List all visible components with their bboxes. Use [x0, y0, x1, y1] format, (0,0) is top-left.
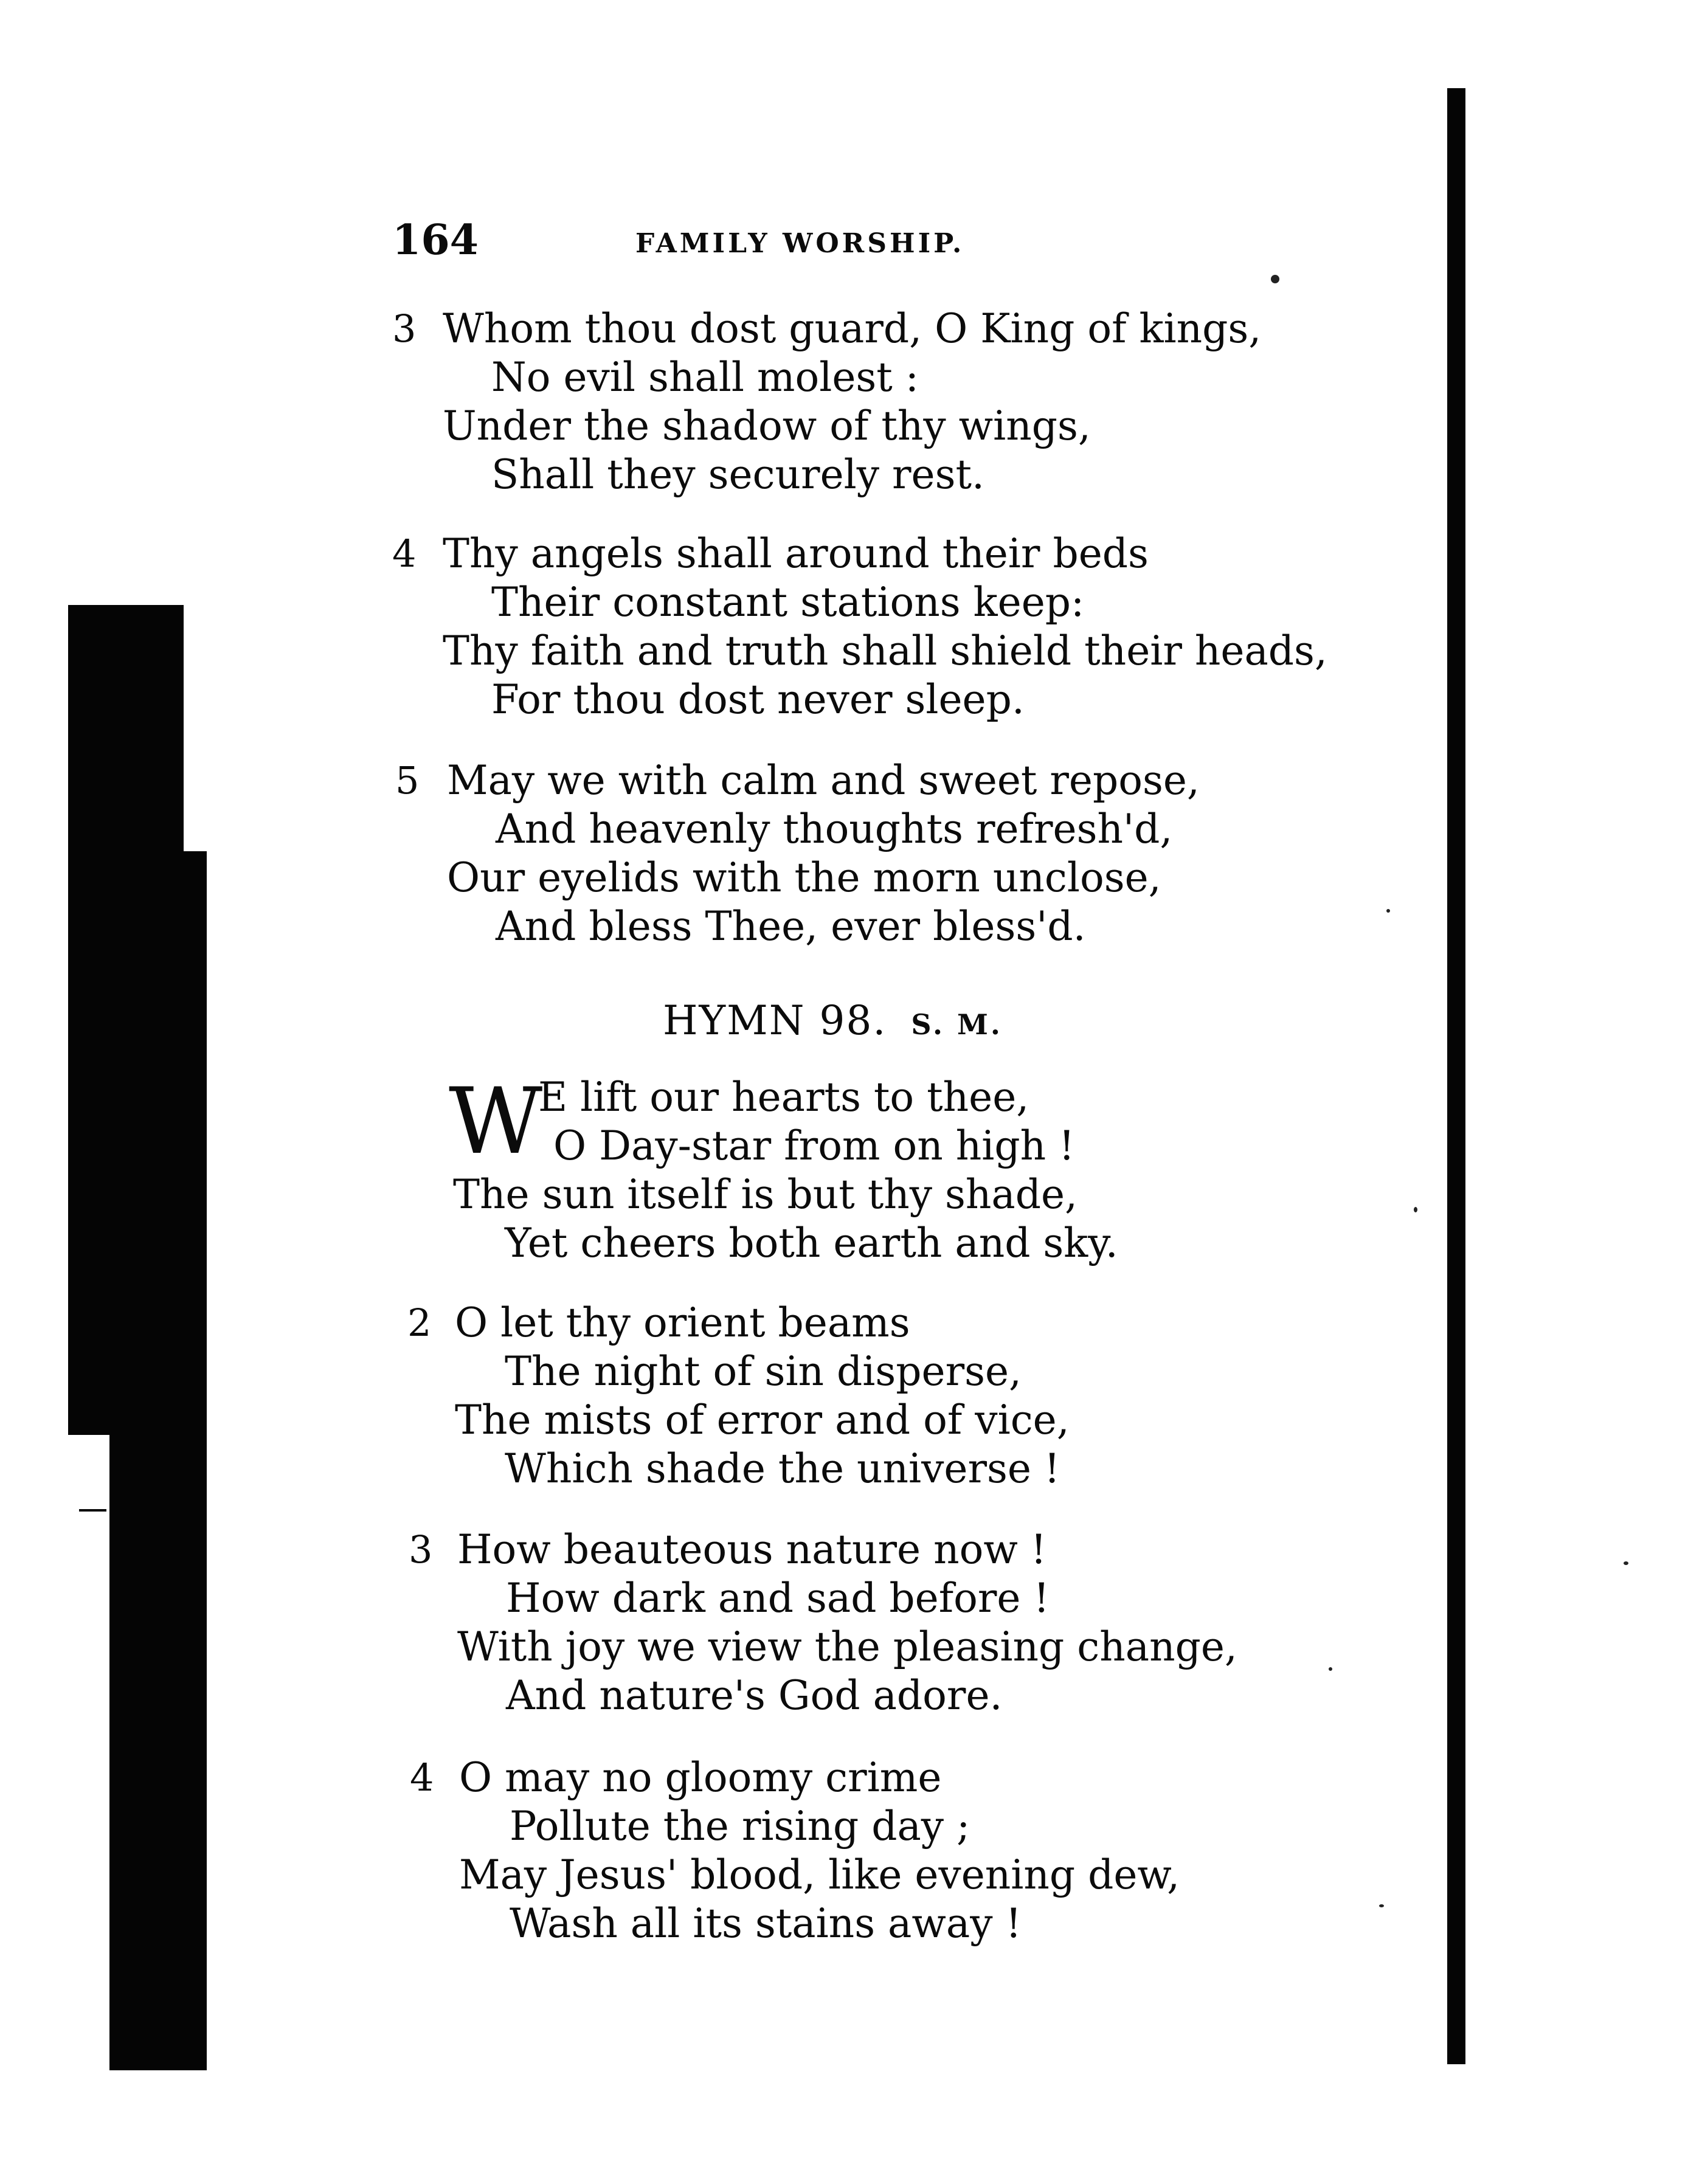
- running-title: FAMILY WORSHIP.: [635, 228, 965, 259]
- verse-line: Which shade the universe !: [505, 1445, 1060, 1492]
- left-scan-bar-lower: [109, 851, 207, 2070]
- verse-line: Wash all its stains away !: [510, 1900, 1022, 1947]
- verse-line: The sun itself is but thy shade,: [453, 1171, 1078, 1218]
- hymn-title: [663, 997, 1003, 1044]
- stanza-number: 4: [392, 531, 417, 576]
- speck-mark: [1414, 1207, 1417, 1212]
- drop-cap: W: [449, 1069, 543, 1175]
- verse-line: And bless Thee, ever bless'd.: [496, 903, 1086, 950]
- stanza-number: 3: [409, 1527, 433, 1572]
- verse-line: Shall they securely rest.: [491, 451, 984, 498]
- stanza-number: 4: [410, 1755, 434, 1800]
- verse-line: O let thy orient beams: [455, 1299, 910, 1346]
- verse-line: Yet cheers both earth and sky.: [505, 1220, 1118, 1267]
- speck-mark: [1379, 1904, 1384, 1907]
- verse-line: How beauteous nature now !: [457, 1526, 1047, 1573]
- left-scan-dash: [79, 1509, 106, 1512]
- verse-line: Their constant stations keep:: [491, 579, 1085, 626]
- verse-line: Pollute the rising day ;: [510, 1803, 970, 1850]
- stanza-number: 3: [392, 306, 417, 351]
- verse-line: Under the shadow of thy wings,: [443, 403, 1091, 449]
- verse-line: How dark and sad before !: [506, 1575, 1050, 1622]
- verse-line: Thy faith and truth shall shield their heads,: [443, 627, 1327, 674]
- verse-line: E lift our hearts to thee,: [538, 1074, 1029, 1121]
- verse-line: O Day-star from on high !: [553, 1122, 1075, 1169]
- verse-line: May we with calm and sweet repose,: [447, 757, 1200, 804]
- verse-line: And nature's God adore.: [506, 1672, 1003, 1719]
- verse-line: With joy we view the pleasing change,: [457, 1623, 1237, 1670]
- hymn-number: HYMN 98.: [663, 997, 887, 1044]
- verse-line: The mists of error and of vice,: [455, 1397, 1070, 1443]
- page-header: [392, 216, 1304, 271]
- verse-line: For thou dost never sleep.: [491, 676, 1025, 723]
- page-number: 164: [392, 216, 479, 264]
- verse-line: Our eyelids with the morn unclose,: [447, 854, 1161, 901]
- verse-line: Thy angels shall around their beds: [443, 530, 1149, 577]
- verse-line: And heavenly thoughts refresh'd,: [496, 806, 1173, 852]
- stanza-number: 5: [395, 758, 420, 803]
- speck-mark: [1624, 1561, 1628, 1565]
- verse-line: Whom thou dost guard, O King of kings,: [443, 305, 1262, 352]
- speck-mark: [1329, 1667, 1332, 1671]
- right-scan-bar: [1447, 88, 1465, 2064]
- verse-line: May Jesus' blood, like evening dew,: [459, 1851, 1180, 1898]
- hymn-meter: S. M.: [911, 1008, 1003, 1041]
- stanza-number: 2: [407, 1301, 432, 1345]
- verse-line: No evil shall molest :: [491, 354, 919, 401]
- speck-mark: [1386, 909, 1390, 913]
- speck-mark: [1271, 275, 1279, 283]
- verse-line: O may no gloomy crime: [459, 1754, 942, 1801]
- verse-line: The night of sin disperse,: [505, 1348, 1022, 1395]
